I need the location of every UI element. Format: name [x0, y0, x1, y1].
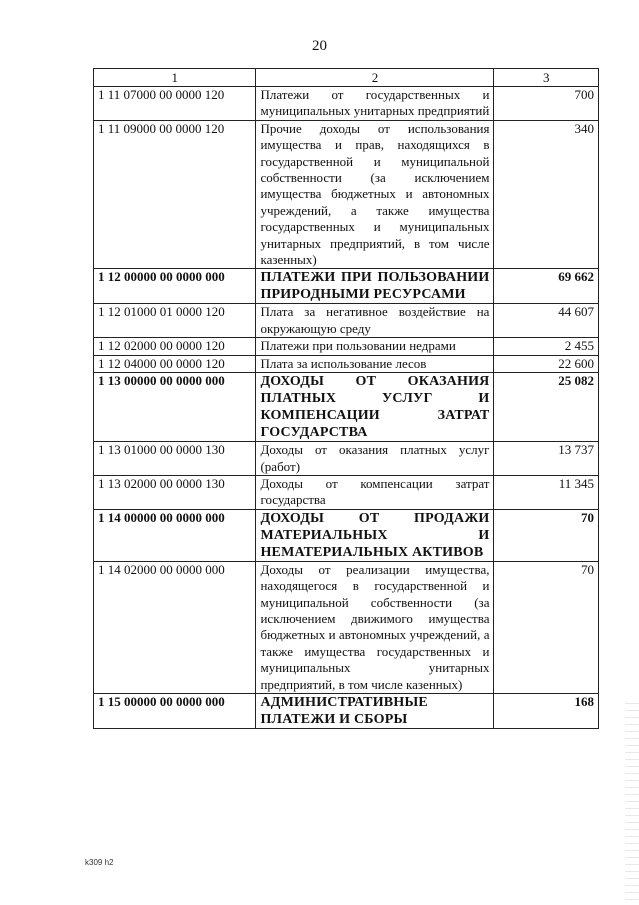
row-name: АДМИНИСТРАТИВНЫЕ ПЛАТЕЖИ И СБОРЫ	[256, 693, 494, 728]
row-code: 1 13 00000 00 0000 000	[94, 373, 256, 442]
scan-edge-artifact	[625, 700, 639, 900]
row-code: 1 12 00000 00 0000 000	[94, 269, 256, 304]
row-amount: 70	[494, 509, 599, 561]
row-amount: 168	[494, 693, 599, 728]
column-header-amount: 3	[494, 69, 599, 87]
table-row	[94, 475, 599, 509]
row-code: 1 15 00000 00 0000 000	[94, 693, 256, 728]
row-code: 1 12 04000 00 0000 120	[94, 355, 256, 372]
row-name: Доходы от реализации имущества, находящегося в государственной и муниципальной собственности (за исключением движимого имущества бюджетных и автономных учреждений, а также имущества государственных и муниципальных унитарных предприятий, в том числе казенных)	[256, 561, 494, 693]
column-header-code: 1	[94, 69, 256, 87]
row-code: 1 12 01000 01 0000 120	[94, 304, 256, 338]
row-name: Плата за негативное воздействие на окружающую среду	[256, 304, 494, 338]
column-header-name: 2	[256, 69, 494, 87]
row-amount: 69 662	[494, 269, 599, 304]
row-amount: 2 455	[494, 338, 599, 355]
row-code: 1 13 01000 00 0000 130	[94, 442, 256, 476]
row-amount: 22 600	[494, 355, 599, 372]
row-name: Доходы от компенсации затрат государства	[256, 475, 494, 509]
table-header-row	[94, 69, 599, 87]
table-row	[94, 442, 599, 476]
row-name: ДОХОДЫ ОТ ПРОДАЖИ МАТЕРИАЛЬНЫХ И НЕМАТЕРИАЛЬНЫХ АКТИВОВ	[256, 509, 494, 561]
row-name: Прочие доходы от использования имущества и прав, находящихся в государственной и муниципальной собственности (за исключением имущества бюджетных и автономных учреждений, а также имущества государственных и муниципальных унитарных предприятий, в том числе казенных)	[256, 120, 494, 269]
row-name: Платежи при пользовании недрами	[256, 338, 494, 355]
row-code: 1 11 07000 00 0000 120	[94, 87, 256, 121]
row-name: Платежи от государственных и муниципальных унитарных предприятий	[256, 87, 494, 121]
row-amount: 340	[494, 120, 599, 269]
row-amount: 13 737	[494, 442, 599, 476]
table-row	[94, 304, 599, 338]
table-row	[94, 87, 599, 121]
row-code: 1 14 02000 00 0000 000	[94, 561, 256, 693]
row-amount: 44 607	[494, 304, 599, 338]
table-row-section	[94, 269, 599, 304]
row-name: Плата за использование лесов	[256, 355, 494, 372]
row-code: 1 14 00000 00 0000 000	[94, 509, 256, 561]
footer-document-code: k309 h2	[85, 858, 114, 867]
row-amount: 11 345	[494, 475, 599, 509]
page-number: 20	[312, 38, 327, 54]
table-row-section	[94, 373, 599, 442]
row-code: 1 11 09000 00 0000 120	[94, 120, 256, 269]
row-code: 1 12 02000 00 0000 120	[94, 338, 256, 355]
row-amount: 70	[494, 561, 599, 693]
row-name: Доходы от оказания платных услуг (работ)	[256, 442, 494, 476]
row-name: ДОХОДЫ ОТ ОКАЗАНИЯ ПЛАТНЫХ УСЛУГ И КОМПЕНСАЦИИ ЗАТРАТ ГОСУДАРСТВА	[256, 373, 494, 442]
table-row	[94, 338, 599, 355]
row-amount: 700	[494, 87, 599, 121]
table-row	[94, 355, 599, 372]
table-row	[94, 561, 599, 693]
row-name: ПЛАТЕЖИ ПРИ ПОЛЬЗОВАНИИ ПРИРОДНЫМИ РЕСУРСАМИ	[256, 269, 494, 304]
row-amount: 25 082	[494, 373, 599, 442]
table-row-section	[94, 509, 599, 561]
table-row	[94, 120, 599, 269]
row-code: 1 13 02000 00 0000 130	[94, 475, 256, 509]
table-row-section	[94, 693, 599, 728]
revenue-table	[93, 68, 599, 729]
